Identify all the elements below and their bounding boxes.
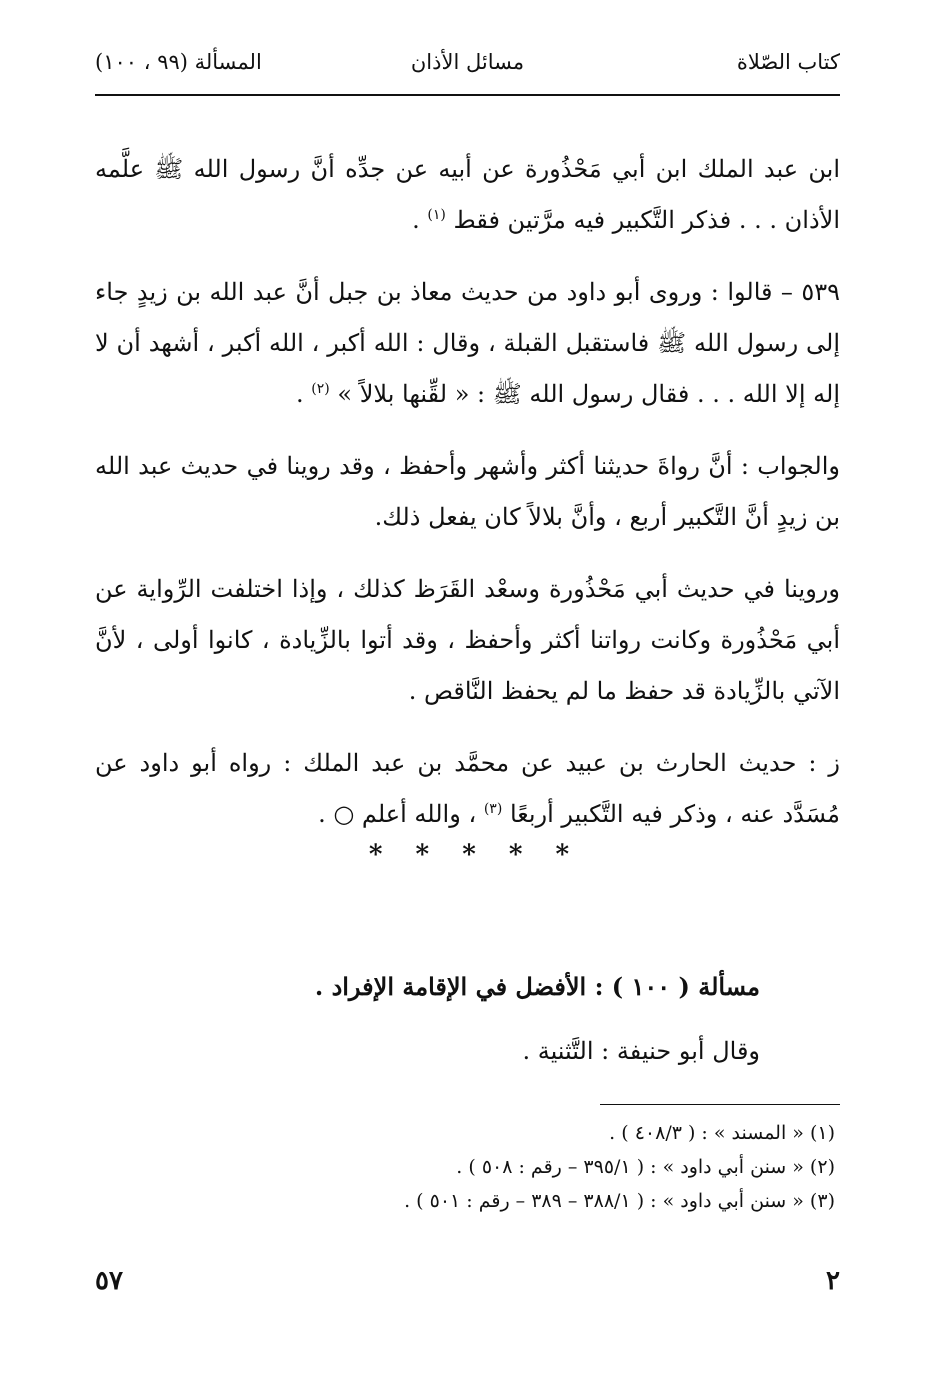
volume-number: ٢	[826, 1266, 840, 1296]
issue-block	[95, 955, 760, 1083]
paragraph: وروينا في حديث أبي مَحْذُورة وسعْد القَرَظ كذلك ، وإذا اختلفت الرِّواية عن أبي مَحْذُورة وكانت رواتنا أكثر وأحفظ ، وقد أتوا بالزِّيادة ، كانوا أولى ، لأنَّ الآتي بالزِّيادة قد حفظ ما لم يحفظ النَّاقص .	[95, 575, 840, 705]
footnote: (٣) « سنن أبي داود » : ( ٣٨٨/١ – ٣٨٩ – رقم : ٥٠١ ) .	[404, 1190, 835, 1212]
footnote-divider	[600, 1104, 840, 1105]
footnote-marker: (٣)	[483, 801, 503, 817]
footnote-marker: (٢)	[311, 381, 330, 397]
header-book-title: كتاب الصّلاة	[736, 50, 840, 74]
paragraph: والجواب : أنَّ رواةَ حديثنا أكثر وأشهر وأحفظ ، وقد روينا في حديث عبد الله بن زيدٍ أنَّ التَّكبير أربع ، وأنَّ بلالاً كان يفعل ذلك.	[95, 452, 840, 531]
header-divider	[95, 94, 840, 96]
section-separator: * * * * *	[368, 840, 582, 870]
paragraph: ٥٣٩ – قالوا : وروى أبو داود من حديث معاذ بن جبل أنَّ عبد الله بن زيدٍ جاء إلى رسول الله ﷺ فاستقبل القبلة ، وقال : الله أكبر ، الله أكبر ، أشهد أن لا إله إلا الله . . . فقال رسول الله ﷺ : « لقِّنها بلالاً » $^{(٢)}$ .	[95, 278, 841, 408]
footnotes	[95, 1116, 835, 1218]
paragraph: ابن عبد الملك ابن أبي مَحْذُورة عن أبيه عن جدِّه أنَّ رسول الله ﷺ علَّمه الأذان . . . فذكر التَّكبير فيه مرَّتين فقط $^{(١)}$ .	[95, 155, 840, 234]
running-header	[95, 46, 840, 86]
paragraph: ز : حديث الحارث بن عبيد عن محمَّد بن عبد الملك : رواه أبو داود عن مُسَدَّد عنه ، وذكر فيه التَّكبير أربعًا $^{(٣)}$ ، والله أعلم ○ .	[95, 749, 840, 828]
issue-title: مسألة ( ١٠٠ ) : الأفضل في الإقامة الإفراد .	[314, 972, 760, 1001]
footnote: (٢) « سنن أبي داود » : ( ٣٩٥/١ – رقم : ٥٠٨ ) .	[456, 1156, 835, 1178]
footnote: (١) « المسند » : ( ٤٠٨/٣ ) .	[609, 1122, 835, 1144]
page-number: ٥٧	[95, 1266, 123, 1296]
footnote-marker: (١)	[427, 207, 446, 223]
header-section-title: مسائل الأذان	[410, 50, 525, 74]
main-text	[95, 144, 840, 861]
issue-note: وقال أبو حنيفة : التَّثنية .	[522, 1037, 760, 1065]
header-issue-number: المسألة (٩٩ ، ١٠٠)	[95, 50, 262, 74]
